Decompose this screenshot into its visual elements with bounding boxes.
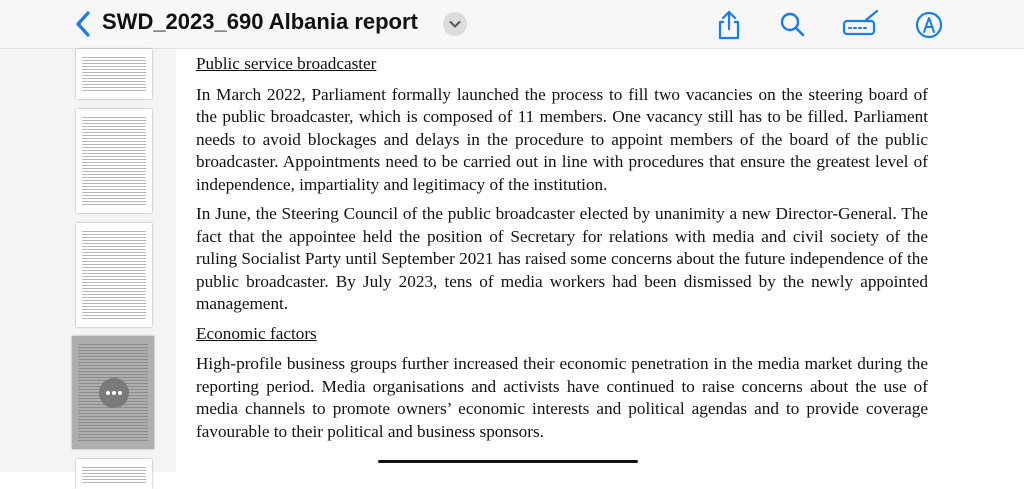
section-heading-public-service-broadcaster: Public service broadcaster xyxy=(196,54,377,73)
page-thumbnail[interactable] xyxy=(76,49,152,99)
section-heading-economic-factors: Economic factors xyxy=(196,323,317,343)
paragraph: In June, the Steering Council of the public broadcaster elected by unanimity a new Director-General. The fact that the appointee held the position of Secretary for relations with media and civil society of the ruling Socialist Party until September 2021 has raised some concerns about the future independence of the public broadcaster. By July 2023, tens of media workers had been dismissed by the newly appointed management. xyxy=(196,204,928,313)
back-button[interactable] xyxy=(72,8,96,40)
document-title[interactable]: SWD_2023_690 Albania report xyxy=(102,9,418,34)
annotate-icon xyxy=(912,8,946,42)
document-page xyxy=(176,49,1024,472)
markup-icon xyxy=(842,8,882,42)
toolbar xyxy=(0,0,1024,49)
annotate-button[interactable] xyxy=(912,8,946,42)
page-thumbnail[interactable] xyxy=(76,223,152,327)
chevron-left-icon xyxy=(72,8,96,40)
search-icon xyxy=(776,8,810,42)
page-thumbnail[interactable] xyxy=(76,459,152,489)
strikethrough-annotation xyxy=(378,460,638,463)
page-thumbnail-sidebar xyxy=(0,49,176,472)
page-thumbnail-selected[interactable] xyxy=(72,336,154,449)
page-thumbnail[interactable] xyxy=(76,109,152,213)
share-button[interactable] xyxy=(712,8,746,42)
title-menu-button[interactable] xyxy=(443,12,467,36)
paragraph: High-profile business groups further increased their economic penetration in the media market during the reporting period. Media organisations and activists have continued to raise concerns about the use of media channels to promote owners’ economic interests and political agendas and to provide coverage favourable to their political and business sponsors. xyxy=(196,354,928,441)
markup-button[interactable] xyxy=(842,8,882,42)
search-button[interactable] xyxy=(776,8,810,42)
paragraph: In March 2022, Parliament formally launched the process to fill two vacancies on the steering board of the public broadcaster, which is composed of 11 members. One vacancy still has to be filled. Parliament needs to avoid blockages and delays in the procedure to appoint members of the board of the public broadcaster. Appointments need to be carried out in line with procedures that ensure the greatest level of independence, impartiality and legitimacy of the institution. xyxy=(196,84,928,194)
share-icon xyxy=(712,8,746,42)
chevron-down-icon xyxy=(443,12,467,36)
more-options-button[interactable] xyxy=(99,378,129,408)
